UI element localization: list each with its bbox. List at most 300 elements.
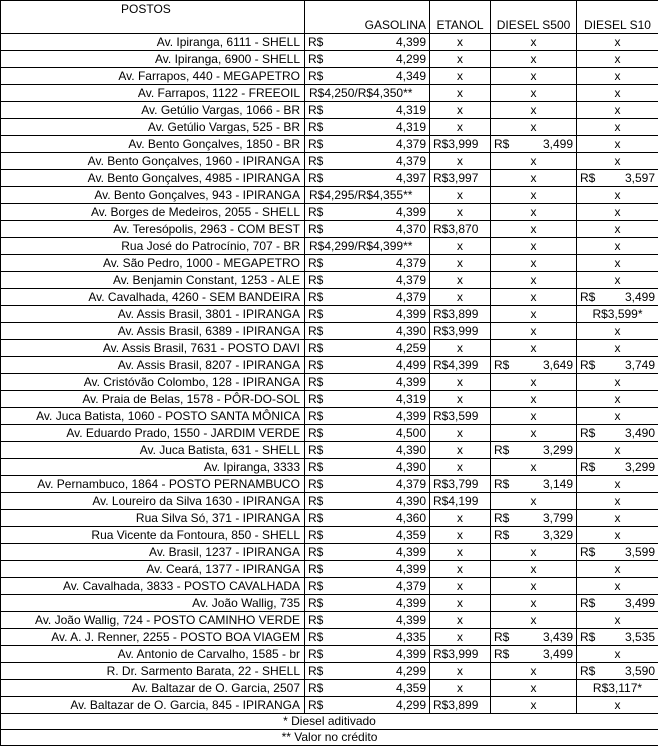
etanol-price: x <box>430 442 491 459</box>
currency-label: R$ <box>494 358 509 373</box>
price-value: 4,359 <box>396 528 426 543</box>
gasolina-price <box>305 561 430 578</box>
diesel-s500-price: x <box>491 85 577 102</box>
etanol-price: x <box>430 391 491 408</box>
etanol-price: x <box>430 374 491 391</box>
etanol-price: x <box>430 255 491 272</box>
diesel-s10-price: x <box>577 238 658 255</box>
diesel-s500-price <box>491 476 577 493</box>
station-name: Av. Baltazar de O. Garcia, 845 - IPIRANGA <box>1 697 305 714</box>
price-value: 4,379 <box>396 290 426 305</box>
station-name: Av. Cavalhada, 3833 - POSTO CAVALHADA <box>1 578 305 595</box>
currency-label: R$ <box>308 392 323 407</box>
diesel-s10-price <box>577 629 658 646</box>
currency-label: R$ <box>308 358 323 373</box>
station-name: Av. Ipiranga, 6111 - SHELL <box>1 34 305 51</box>
footnote-valor-credito: ** Valor no crédito <box>1 730 658 746</box>
currency-label: R$ <box>308 290 323 305</box>
diesel-s500-price: x <box>491 374 577 391</box>
diesel-s500-price: x <box>491 119 577 136</box>
currency-label: R$ <box>494 630 509 645</box>
price-value: 4,359 <box>396 681 426 696</box>
currency-label: R$ <box>308 137 323 152</box>
table-row <box>1 102 658 119</box>
price-value: 4,399 <box>396 562 426 577</box>
gasolina-price: R$4,295/R$4,355** <box>305 187 430 204</box>
diesel-s10-price: R$3,117* <box>577 680 658 697</box>
currency-label: R$ <box>308 324 323 339</box>
station-name: Av. Bento Gonçalves, 1960 - IPIRANGA <box>1 153 305 170</box>
currency-label: R$ <box>308 630 323 645</box>
price-value: 4,299 <box>396 664 426 679</box>
etanol-price: x <box>430 612 491 629</box>
etanol-price: x <box>430 629 491 646</box>
etanol-price: R$3,997 <box>430 170 491 187</box>
currency-label: R$ <box>580 171 595 186</box>
diesel-s500-price: x <box>491 595 577 612</box>
table-row <box>1 34 658 51</box>
currency-label: R$ <box>308 596 323 611</box>
gasolina-header: GASOLINA <box>305 17 430 34</box>
diesel-s500-price: x <box>491 170 577 187</box>
diesel-s10-price <box>577 170 658 187</box>
station-name: Av. Cavalhada, 4260 - SEM BANDEIRA <box>1 289 305 306</box>
table-row <box>1 442 658 459</box>
price-value: 3,299 <box>543 443 573 458</box>
currency-label: R$ <box>308 681 323 696</box>
table-row <box>1 459 658 476</box>
gasolina-price <box>305 578 430 595</box>
diesel-s10-price: x <box>577 697 658 714</box>
diesel-s500-price: x <box>491 544 577 561</box>
price-value: 4,299 <box>396 52 426 67</box>
diesel-s500-price: x <box>491 408 577 425</box>
currency-label: R$ <box>580 358 595 373</box>
diesel-s10-price <box>577 425 658 442</box>
etanol-price: x <box>430 68 491 85</box>
gasolina-price <box>305 170 430 187</box>
currency-label: R$ <box>308 528 323 543</box>
table-row <box>1 238 658 255</box>
diesel-s10-price: x <box>577 68 658 85</box>
station-name: Av. Teresópolis, 2963 - COM BEST <box>1 221 305 238</box>
diesel-s10-price <box>577 544 658 561</box>
table-row <box>1 221 658 238</box>
etanol-price: x <box>430 272 491 289</box>
station-name: Av. Pernambuco, 1864 - POSTO PERNAMBUCO <box>1 476 305 493</box>
table-row <box>1 595 658 612</box>
table-row <box>1 663 658 680</box>
gasolina-price <box>305 663 430 680</box>
gasolina-price <box>305 255 430 272</box>
diesel-s500-price: x <box>491 306 577 323</box>
table-row <box>1 204 658 221</box>
etanol-price: R$3,599 <box>430 408 491 425</box>
diesel-s500-price: x <box>491 238 577 255</box>
table-row <box>1 289 658 306</box>
price-value: 4,319 <box>396 392 426 407</box>
gasolina-price <box>305 136 430 153</box>
currency-label: R$ <box>308 307 323 322</box>
price-value: 4,399 <box>396 35 426 50</box>
station-name: Av. João Wallig, 724 - POSTO CAMINHO VERDE <box>1 612 305 629</box>
diesel-s500-price <box>491 136 577 153</box>
price-value: 4,390 <box>396 494 426 509</box>
diesel-s10-price: x <box>577 136 658 153</box>
diesel-s10-price: x <box>577 578 658 595</box>
gasolina-price <box>305 612 430 629</box>
etanol-price: x <box>430 425 491 442</box>
station-name: Av. Getúlio Vargas, 1066 - BR <box>1 102 305 119</box>
currency-label: R$ <box>494 647 509 662</box>
table-row <box>1 68 658 85</box>
price-value: 3,590 <box>625 664 655 679</box>
diesel-s10-price: x <box>577 85 658 102</box>
gasolina-price <box>305 221 430 238</box>
diesel-s10-price: x <box>577 153 658 170</box>
station-name: Av. Assis Brasil, 3801 - IPIRANGA <box>1 306 305 323</box>
diesel-s10-price <box>577 459 658 476</box>
station-name: Av. Praia de Belas, 1578 - PÔR-DO-SOL <box>1 391 305 408</box>
etanol-price: x <box>430 527 491 544</box>
table-row <box>1 153 658 170</box>
diesel-s10-price: x <box>577 272 658 289</box>
diesel-s10-price: x <box>577 221 658 238</box>
diesel-s500-price: x <box>491 612 577 629</box>
table-row <box>1 629 658 646</box>
station-name: Av. Assis Brasil, 7631 - POSTO DAVI <box>1 340 305 357</box>
gasolina-price <box>305 476 430 493</box>
currency-label: R$ <box>580 460 595 475</box>
price-value: 4,390 <box>396 324 426 339</box>
currency-label: R$ <box>308 256 323 271</box>
etanol-price: x <box>430 238 491 255</box>
table-row <box>1 510 658 527</box>
price-value: 3,439 <box>543 630 573 645</box>
table-row <box>1 578 658 595</box>
diesel-s500-price: x <box>491 68 577 85</box>
diesel-s500-price: x <box>491 272 577 289</box>
etanol-price: x <box>430 561 491 578</box>
currency-label: R$ <box>308 375 323 390</box>
table-row <box>1 697 658 714</box>
gasolina-price <box>305 289 430 306</box>
gasolina-price <box>305 51 430 68</box>
diesel-s10-price: x <box>577 34 658 51</box>
etanol-price: x <box>430 578 491 595</box>
price-value: 4,379 <box>396 137 426 152</box>
price-value: 4,399 <box>396 545 426 560</box>
price-value: 4,319 <box>396 103 426 118</box>
diesel-s10-price <box>577 289 658 306</box>
price-value: 4,379 <box>396 256 426 271</box>
gasolina-price <box>305 68 430 85</box>
currency-label: R$ <box>308 341 323 356</box>
gasolina-price <box>305 102 430 119</box>
price-value: 4,299 <box>396 698 426 713</box>
station-name: Av. Brasil, 1237 - IPIRANGA <box>1 544 305 561</box>
gasolina-price <box>305 408 430 425</box>
table-row <box>1 544 658 561</box>
diesel-s500-price: x <box>491 289 577 306</box>
station-name: Rua Vicente da Fontoura, 850 - SHELL <box>1 527 305 544</box>
table-row <box>1 646 658 663</box>
price-value: 3,597 <box>625 171 655 186</box>
etanol-price: x <box>430 340 491 357</box>
currency-label: R$ <box>494 443 509 458</box>
currency-label: R$ <box>308 69 323 84</box>
price-value: 3,499 <box>625 596 655 611</box>
table-row <box>1 340 658 357</box>
gasolina-price <box>305 646 430 663</box>
station-name: Av. Farrapos, 1122 - FREEOIL <box>1 85 305 102</box>
price-value: 4,390 <box>396 443 426 458</box>
etanol-price: x <box>430 204 491 221</box>
currency-label: R$ <box>580 630 595 645</box>
etanol-price: x <box>430 85 491 102</box>
table-row <box>1 476 658 493</box>
price-value: 3,535 <box>625 630 655 645</box>
etanol-price: x <box>430 102 491 119</box>
gasolina-price <box>305 306 430 323</box>
postos-header: POSTOS <box>1 1 305 18</box>
currency-label: R$ <box>308 120 323 135</box>
diesel-s500-price: x <box>491 204 577 221</box>
gasolina-price <box>305 34 430 51</box>
diesel-s10-price: R$3,599* <box>577 306 658 323</box>
diesel-s500-price: x <box>491 221 577 238</box>
diesel-s500-price <box>491 442 577 459</box>
currency-label: R$ <box>308 579 323 594</box>
footnote-diesel-aditivado: * Diesel aditivado <box>1 714 658 730</box>
gasolina-price <box>305 629 430 646</box>
diesel-s10-price <box>577 357 658 374</box>
diesel-s500-price <box>491 357 577 374</box>
gasolina-price <box>305 153 430 170</box>
diesel-s500-price: x <box>491 51 577 68</box>
diesel-s500-price: x <box>491 340 577 357</box>
table-row <box>1 85 658 102</box>
gasolina-price <box>305 493 430 510</box>
gasolina-price: R$4,250/R$4,350** <box>305 85 430 102</box>
price-value: 3,299 <box>625 460 655 475</box>
etanol-price: x <box>430 153 491 170</box>
currency-label: R$ <box>308 664 323 679</box>
table-row <box>1 255 658 272</box>
etanol-price: R$3,999 <box>430 136 491 153</box>
diesel-s500-price: x <box>491 187 577 204</box>
etanol-price: x <box>430 289 491 306</box>
price-value: 4,399 <box>396 647 426 662</box>
diesel-s10-price: x <box>577 374 658 391</box>
table-row <box>1 408 658 425</box>
table-row <box>1 374 658 391</box>
price-value: 3,499 <box>543 647 573 662</box>
station-name: Av. Ceará, 1377 - IPIRANGA <box>1 561 305 578</box>
etanol-price: R$4,399 <box>430 357 491 374</box>
currency-label: R$ <box>308 103 323 118</box>
price-value: 4,500 <box>396 426 426 441</box>
table-row <box>1 136 658 153</box>
price-value: 4,390 <box>396 460 426 475</box>
price-value: 4,379 <box>396 579 426 594</box>
diesel-s500-price: x <box>491 255 577 272</box>
diesel-s500-price: x <box>491 663 577 680</box>
diesel-s10-price: x <box>577 255 658 272</box>
price-value: 3,599 <box>625 545 655 560</box>
currency-label: R$ <box>308 222 323 237</box>
price-value: 4,335 <box>396 630 426 645</box>
price-value: 3,329 <box>543 528 573 543</box>
currency-label: R$ <box>308 647 323 662</box>
station-name: Av. Juca Batista, 631 - SHELL <box>1 442 305 459</box>
currency-label: R$ <box>308 477 323 492</box>
price-value: 4,360 <box>396 511 426 526</box>
price-value: 3,749 <box>625 358 655 373</box>
gasolina-price <box>305 119 430 136</box>
currency-label: R$ <box>494 528 509 543</box>
gasolina-price <box>305 391 430 408</box>
price-value: 4,397 <box>396 171 426 186</box>
table-row <box>1 323 658 340</box>
station-name: Av. São Pedro, 1000 - MEGAPETRO <box>1 255 305 272</box>
table-row <box>1 187 658 204</box>
currency-label: R$ <box>308 613 323 628</box>
price-value: 3,499 <box>543 137 573 152</box>
etanol-price: x <box>430 119 491 136</box>
diesel-s10-price: x <box>577 187 658 204</box>
price-value: 4,399 <box>396 375 426 390</box>
station-name: Av. A. J. Renner, 2255 - POSTO BOA VIAGEM <box>1 629 305 646</box>
gasolina-price <box>305 204 430 221</box>
station-name: Av. Antonio de Carvalho, 1585 - br <box>1 646 305 663</box>
diesel-s10-price: x <box>577 646 658 663</box>
diesel-s500-price: x <box>491 153 577 170</box>
table-row <box>1 527 658 544</box>
station-name: Av. Ipiranga, 3333 <box>1 459 305 476</box>
currency-label: R$ <box>308 545 323 560</box>
etanol-price: x <box>430 187 491 204</box>
price-value: 4,379 <box>396 477 426 492</box>
etanol-price: x <box>430 510 491 527</box>
diesel-s500-price: x <box>491 459 577 476</box>
gasolina-price <box>305 323 430 340</box>
diesel-s10-price: x <box>577 476 658 493</box>
table-row <box>1 561 658 578</box>
etanol-price: x <box>430 459 491 476</box>
currency-label: R$ <box>494 477 509 492</box>
gasolina-price <box>305 425 430 442</box>
etanol-header: ETANOL <box>430 17 491 34</box>
station-name: Av. João Wallig, 735 <box>1 595 305 612</box>
diesel-s10-price <box>577 595 658 612</box>
currency-label: R$ <box>580 290 595 305</box>
diesel-s10-price: x <box>577 391 658 408</box>
currency-label: R$ <box>308 273 323 288</box>
gasolina-price <box>305 340 430 357</box>
price-value: 4,379 <box>396 154 426 169</box>
currency-label: R$ <box>494 137 509 152</box>
diesel-s500-price: x <box>491 34 577 51</box>
table-row <box>1 51 658 68</box>
station-name: Av. Benjamin Constant, 1253 - ALE <box>1 272 305 289</box>
footnote-row <box>1 714 658 730</box>
etanol-price: x <box>430 51 491 68</box>
station-name: Av. Bento Gonçalves, 943 - IPIRANGA <box>1 187 305 204</box>
gasolina-price <box>305 544 430 561</box>
station-name: Av. Borges de Medeiros, 2055 - SHELL <box>1 204 305 221</box>
diesel-s10-header: DIESEL S10 <box>577 17 658 34</box>
currency-label: R$ <box>580 545 595 560</box>
diesel-s500-price: x <box>491 391 577 408</box>
header-row-columns <box>1 17 658 34</box>
currency-label: R$ <box>494 511 509 526</box>
table-row <box>1 357 658 374</box>
gasolina-price <box>305 459 430 476</box>
diesel-s10-price: x <box>577 527 658 544</box>
diesel-s10-price: x <box>577 561 658 578</box>
station-name: Av. Loureiro da Silva 1630 - IPIRANGA <box>1 493 305 510</box>
price-value: 4,349 <box>396 69 426 84</box>
diesel-s10-price: x <box>577 51 658 68</box>
diesel-s10-price: x <box>577 323 658 340</box>
price-value: 4,499 <box>396 358 426 373</box>
diesel-s500-price <box>491 646 577 663</box>
diesel-s500-price: x <box>491 102 577 119</box>
diesel-s500-price: x <box>491 425 577 442</box>
diesel-s500-price: x <box>491 493 577 510</box>
gasolina-price <box>305 510 430 527</box>
diesel-s10-price: x <box>577 408 658 425</box>
price-value: 4,319 <box>396 120 426 135</box>
etanol-price: R$3,799 <box>430 476 491 493</box>
etanol-price: x <box>430 663 491 680</box>
price-value: 4,379 <box>396 273 426 288</box>
etanol-price: x <box>430 544 491 561</box>
etanol-price: x <box>430 34 491 51</box>
station-name: Av. Baltazar de O. Garcia, 2507 <box>1 680 305 697</box>
currency-label: R$ <box>308 460 323 475</box>
currency-label: R$ <box>308 562 323 577</box>
price-value: 3,499 <box>625 290 655 305</box>
station-name: Av. Assis Brasil, 8207 - IPIRANGA <box>1 357 305 374</box>
diesel-s500-price: x <box>491 578 577 595</box>
diesel-s500-header: DIESEL S500 <box>491 17 577 34</box>
station-name: Av. Ipiranga, 6900 - SHELL <box>1 51 305 68</box>
station-name: R. Dr. Sarmento Barata, 22 - SHELL <box>1 663 305 680</box>
diesel-s10-price: x <box>577 119 658 136</box>
etanol-price: x <box>430 595 491 612</box>
table-row <box>1 119 658 136</box>
currency-label: R$ <box>308 205 323 220</box>
etanol-price: x <box>430 680 491 697</box>
diesel-s10-price: x <box>577 493 658 510</box>
table-row <box>1 272 658 289</box>
currency-label: R$ <box>308 52 323 67</box>
table-row <box>1 680 658 697</box>
diesel-s10-price: x <box>577 510 658 527</box>
diesel-s500-price: x <box>491 697 577 714</box>
gasolina-price <box>305 272 430 289</box>
gasolina-price <box>305 680 430 697</box>
gasolina-price <box>305 697 430 714</box>
etanol-price: R$3,870 <box>430 221 491 238</box>
station-name: Av. Bento Gonçalves, 1850 - BR <box>1 136 305 153</box>
etanol-price: R$3,999 <box>430 646 491 663</box>
currency-label: R$ <box>308 494 323 509</box>
gasolina-price <box>305 357 430 374</box>
price-value: 4,259 <box>396 341 426 356</box>
